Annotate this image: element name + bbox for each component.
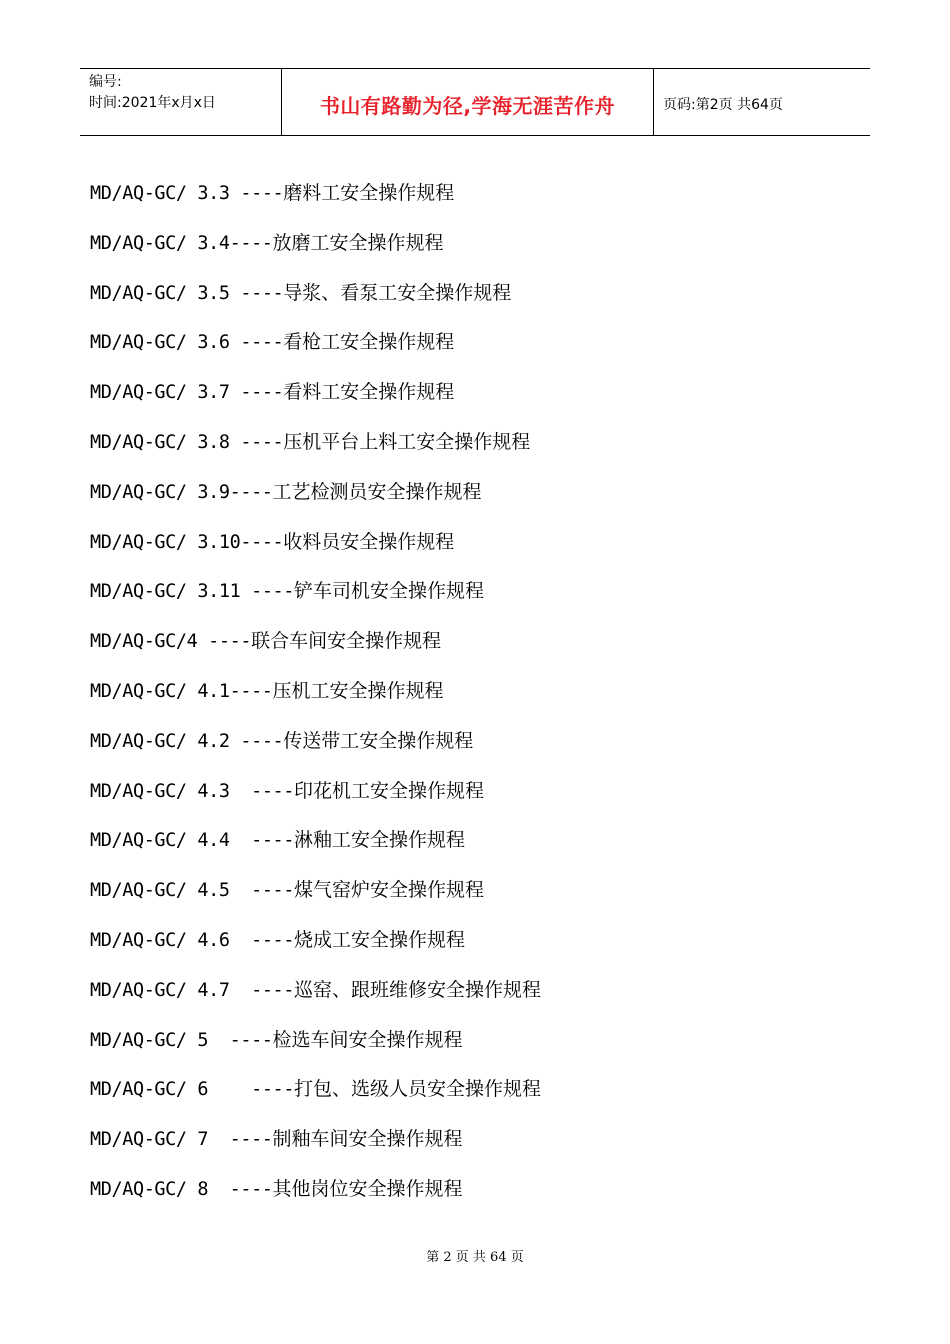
toc-entry-code: MD/AQ-GC/ 4.7 [90,979,252,1001]
header-page-cell [654,69,870,135]
toc-entry-leader: ---- [229,232,273,254]
toc-entry-leader: ---- [240,183,284,204]
page-info: 页码:第2页 共64页 [663,97,783,113]
toc-entry-code: MD/AQ-GC/ 3.5 [90,282,241,304]
toc-entry-leader: ---- [229,481,273,503]
header-motto-cell [282,69,654,135]
motto-text: 书山有路勤为径,学海无涯苦作舟 [319,93,616,118]
toc-entry [90,1068,870,1118]
time-label: 时间:2021年x月x日 [89,95,216,111]
toc-entry-leader: ---- [251,979,295,1001]
toc-entry-leader: ---- [240,730,284,752]
toc-entry-leader: ---- [229,1129,273,1151]
toc-entry-code: MD/AQ-GC/ 3.10 [90,531,241,553]
toc-entry-code: MD/AQ-GC/ 5 [90,1029,230,1051]
toc-entry-leader: ---- [240,431,284,453]
toc-entry [90,919,870,969]
toc-entry-code: MD/AQ-GC/ 3.4 [90,232,230,254]
toc-entry-leader: ---- [251,830,295,852]
toc-entry-leader: ---- [251,1079,295,1101]
toc-entry [90,172,870,222]
toc-entry-leader: ---- [251,581,295,603]
toc-entry-leader: ---- [251,880,295,902]
toc-entry-title: 压机工安全操作规程 [272,679,444,702]
toc-entry [90,720,870,770]
toc-entry [90,869,870,919]
toc-entry-code: MD/AQ-GC/ 3.9 [90,481,230,503]
toc-entry-title: 放磨工安全操作规程 [272,231,444,254]
toc-entry-leader: ---- [208,631,252,653]
toc-entry [90,1118,870,1168]
toc-entry-code: MD/AQ-GC/ 4.6 [90,929,252,951]
toc-entry-leader: ---- [251,780,295,802]
toc-entry-title: 检选车间安全操作规程 [272,1028,463,1051]
toc-entry [90,371,870,421]
toc-entry-title: 联合车间安全操作规程 [251,630,442,653]
toc-entry [90,471,870,521]
toc-entry-title: 巡窑、跟班维修安全操作规程 [294,978,542,1001]
toc-entry [90,770,870,820]
toc-entry-title: 淋釉工安全操作规程 [294,829,466,852]
toc-entry-title: 收料员安全操作规程 [283,530,455,553]
toc-entry-leader: ---- [229,1029,273,1051]
toc-entry-title: 磨料工安全操作规程 [283,182,455,204]
toc-entry-code: MD/AQ-GC/ 3.6 [90,332,241,354]
toc-entry [90,421,870,471]
toc-entry-title: 煤气窑炉安全操作规程 [294,879,485,902]
toc-entry-title: 传送带工安全操作规程 [283,729,474,752]
toc-entry-leader: ---- [240,282,284,304]
toc-entry-code: MD/AQ-GC/ 6 [90,1079,252,1101]
number-label: 编号: [89,74,122,90]
toc-entry [90,272,870,322]
toc-entry-code: MD/AQ-GC/ 3.7 [90,382,241,404]
toc-entry-title: 看枪工安全操作规程 [283,331,455,354]
toc-entry-leader: ---- [251,929,295,951]
toc-entry [90,670,870,720]
toc-entry [90,1019,870,1069]
toc-entry-code: MD/AQ-GC/ 4.2 [90,730,241,752]
toc-entry-leader: ---- [229,1178,273,1200]
toc-entry [90,819,870,869]
toc-entry-code: MD/AQ-GC/ 3.8 [90,431,241,453]
toc-entry-code: MD/AQ-GC/ 4.5 [90,880,252,902]
toc-entry [90,321,870,371]
toc-entry-code: MD/AQ-GC/ 3.3 [90,183,241,204]
page-footer [0,1246,950,1265]
footer-page-number: 第 2 页 共 64 页 [426,1250,524,1265]
toc-entry [90,570,870,620]
header-meta-cell [80,69,282,135]
toc-entry-code: MD/AQ-GC/ 8 [90,1178,230,1200]
toc-entry [90,521,870,571]
toc-entry-title: 看料工安全操作规程 [283,381,455,404]
toc-entry [90,1168,870,1218]
toc-entry-title: 导浆、看泵工安全操作规程 [283,281,512,304]
toc-entry [90,222,870,272]
toc-entry-leader: ---- [229,680,273,702]
toc-entry-code: MD/AQ-GC/ 4.1 [90,680,230,702]
toc-entry-leader: ---- [240,382,284,404]
toc-entry-title: 制釉车间安全操作规程 [272,1128,463,1151]
toc-entry-code: MD/AQ-GC/ 7 [90,1129,230,1151]
toc-entry-code: MD/AQ-GC/4 [90,631,209,653]
toc-entry [90,620,870,670]
toc-entry-title: 打包、选级人员安全操作规程 [294,1078,542,1101]
toc-entry-code: MD/AQ-GC/ 3.11 [90,581,252,603]
toc-entry-title: 烧成工安全操作规程 [294,928,466,951]
toc-entry-title: 印花机工安全操作规程 [294,779,485,802]
toc-entry-leader: ---- [240,531,284,553]
toc-entry-leader: ---- [240,332,284,354]
toc-entry-title: 压机平台上料工安全操作规程 [283,430,531,453]
toc-entry [90,969,870,1019]
toc-entry-title: 铲车司机安全操作规程 [294,580,485,603]
toc-entry-title: 其他岗位安全操作规程 [272,1177,463,1200]
toc-entry-code: MD/AQ-GC/ 4.4 [90,830,252,852]
page-header [80,68,870,136]
table-of-contents [90,172,870,1218]
toc-entry-code: MD/AQ-GC/ 4.3 [90,780,252,802]
toc-entry-title: 工艺检测员安全操作规程 [272,480,482,503]
